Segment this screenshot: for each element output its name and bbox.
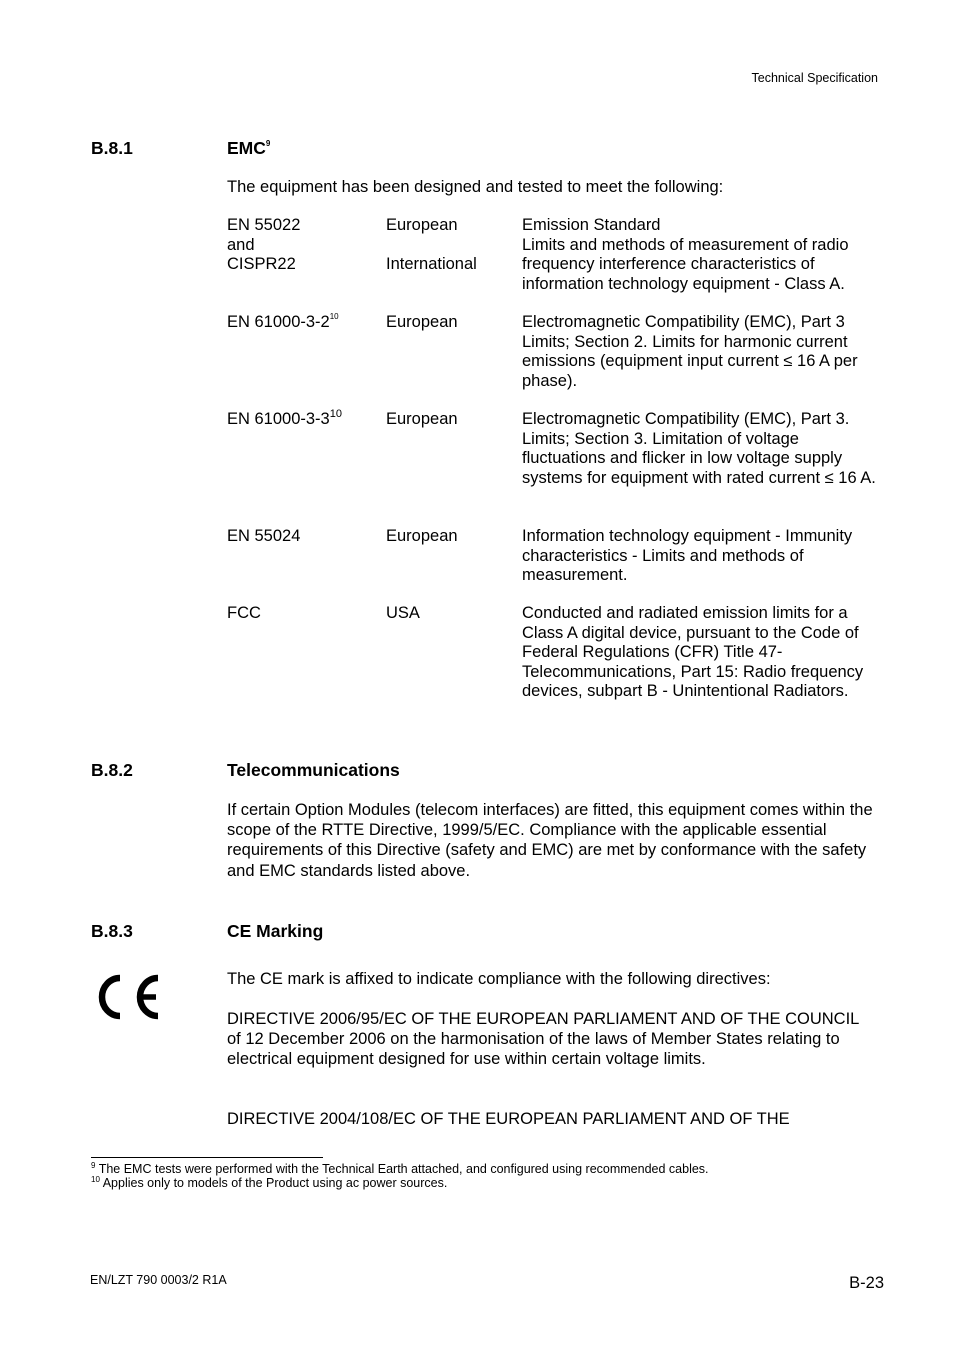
standard-region: International	[386, 255, 477, 273]
section-paragraph: DIRECTIVE 2004/108/EC OF THE EUROPEAN PARLIAMENT AND OF THE	[227, 1110, 790, 1128]
standard-region: USA	[386, 604, 420, 622]
footnote-text: The EMC tests were performed with the Technical Earth attached, and configured using recommended cables.	[98, 1162, 709, 1176]
running-header: Technical Specification	[751, 71, 878, 85]
footnote-separator	[91, 1157, 323, 1158]
footnote-ref: 10	[329, 408, 342, 420]
section-title	[227, 138, 270, 159]
section-paragraph: The CE mark is affixed to indicate compliance with the following directives:	[227, 970, 771, 988]
standard-name: EN 55024	[227, 527, 301, 545]
standard-description: Electromagnetic Compatibility (EMC), Part 3 Limits; Section 2. Limits for harmonic current emissions (equipment input current ≤ 16 A per phase).	[522, 313, 858, 390]
section-title: Telecommunications	[227, 760, 400, 780]
ce-mark-icon	[93, 970, 165, 1024]
footnote-ref: 10	[329, 312, 339, 321]
standard-name-text: EN 61000-3-2	[227, 313, 330, 331]
standard-name: CISPR22	[227, 255, 296, 273]
section-number: B.8.2	[91, 760, 133, 780]
standard-name: FCC	[227, 604, 261, 622]
standard-name: and	[227, 236, 255, 254]
section-number: B.8.1	[91, 138, 133, 158]
footnote-text: Applies only to models of the Product using ac power sources.	[102, 1176, 448, 1190]
standard-region: European	[386, 527, 458, 545]
section-title: CE Marking	[227, 921, 324, 941]
section-body: If certain Option Modules (telecom interfaces) are fitted, this equipment comes within the scope of the RTTE Directive, 1999/5/EC. Compliance with the applicable essential requirements of this Directive (safety and EMC) are met by conformance with the safety and EMC standards listed above.	[227, 801, 873, 880]
standard-description: Limits and methods of measurement of radio	[522, 236, 849, 254]
standard-name	[227, 313, 377, 333]
footnote-mark: 9	[91, 1161, 96, 1170]
standard-region: European	[386, 410, 458, 428]
section-paragraph: DIRECTIVE 2006/95/EC OF THE EUROPEAN PARLIAMENT AND OF THE COUNCIL of 12 December 2006 on the harmonisation of the laws of Member States relating to electrical equipment designed for use within certain voltage limits.	[227, 1010, 859, 1069]
standard-name-text: EN 61000-3-3	[227, 410, 330, 428]
section-intro: The equipment has been designed and tested to meet the following:	[227, 178, 724, 196]
standard-region: European	[386, 216, 458, 234]
footnote	[91, 1162, 709, 1176]
standard-region: European	[386, 313, 458, 331]
standard-description: Conducted and radiated emission limits for a Class A digital device, pursuant to the Code of Federal Regulations (CFR) Title 47-Telecommunications, Part 15: Radio frequency devices, subpart B - Unintentional Radiators.	[522, 604, 864, 700]
section-number: B.8.3	[91, 921, 133, 941]
footnote	[91, 1176, 447, 1190]
standard-description: Electromagnetic Compatibility (EMC), Part 3. Limits; Section 3. Limitation of voltage fluctuations and flicker in low voltage supply systems for equipment with rated current ≤ 16 A.	[522, 410, 876, 487]
footnote-mark: 10	[91, 1175, 100, 1184]
standard-description: Emission Standard	[522, 216, 661, 234]
standard-name	[227, 410, 377, 430]
page-number: B-23	[849, 1274, 884, 1292]
document-id: EN/LZT 790 0003/2 R1A	[90, 1273, 227, 1287]
footnote-ref: 9	[265, 139, 271, 148]
standard-description: frequency interference characteristics of information technology equipment - Class A.	[522, 255, 845, 293]
standard-description: Information technology equipment - Immunity characteristics - Limits and methods of measurement.	[522, 527, 853, 584]
section-title-text: EMC	[227, 138, 266, 158]
standard-name: EN 55022	[227, 216, 301, 234]
